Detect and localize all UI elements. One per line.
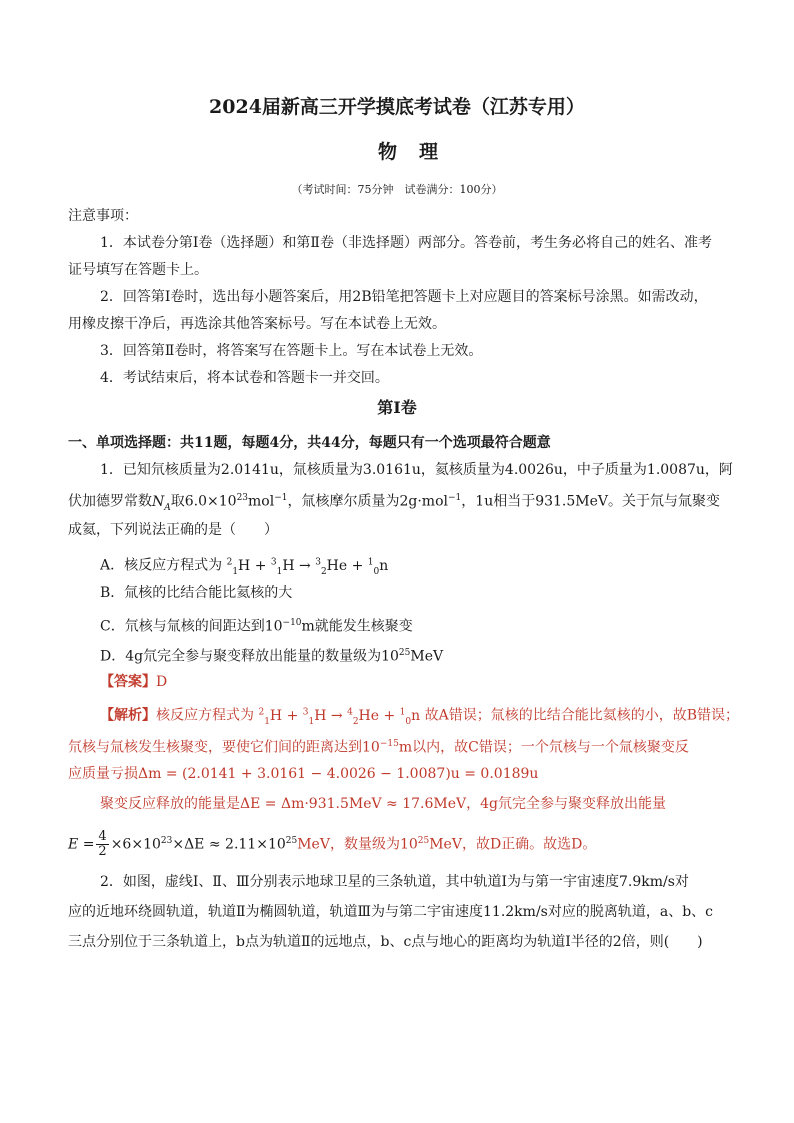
page-title: 2024届新高三开学摸底考试卷（江苏专用）: [209, 96, 585, 118]
q1-analysis-2: 氘核与氚核发生核聚变，要使它们间的距离达到$10^{-15}m$以内，故C错误；一个氘核与一个氚核聚变反: [68, 739, 689, 756]
q1-analysis-4: 聚变反应释放的能量是ΔE = Δm·931.5MeV ≈ 17.6MeV，4g氘完全参与聚变释放出能量: [100, 796, 667, 812]
subject-title: 物理: [377, 141, 460, 163]
q2-line2: 应的近地环绕圆轨道，轨道Ⅱ为椭圆轨道，轨道Ⅲ为与第二宇宙速度11.2km/s对应的脱离轨道，a、b、c: [68, 904, 713, 920]
section-title: 第Ⅰ卷: [377, 398, 417, 417]
q1-option-b: B．氚核的比结合能比氦核的大: [100, 585, 293, 601]
q1-analysis-5: E = $\frac{4}{2}$ $\times 6\times 10^{23}\times\Delta E \approx 2.11\times 10^{25}MeV$，数量级为$10^{25}MeV$，故D正确。故选D。: [68, 829, 597, 860]
part1-header: 一、单项选择题：共11题，每题4分，共44分，每题只有一个选项最符合题意: [68, 435, 551, 451]
notice-item-2b: 用橡皮擦干净后，再选涂其他答案标号。写在本试卷上无效。: [68, 316, 446, 332]
q2-line3: 三点分别位于三条轨道上，b点为轨道Ⅱ的远地点，b、c点与地心的距离均为轨道Ⅰ半径的2倍，则( ): [68, 934, 703, 950]
q1-line1: 1．已知氘核质量为2.0141u，氚核质量为3.0161u，氦核质量为4.0026u，中子质量为1.0087u，阿: [100, 462, 733, 478]
exam-meta: （考试时间：75分钟 试卷满分：100分）: [291, 183, 503, 196]
notice-item-4: 4．考试结束后，将本试卷和答题卡一并交回。: [100, 370, 389, 386]
q1-option-a: A．核反应方程式为 $^2_1$H + $^3_1$H → $^3_2$He + $^1_0$n: [100, 557, 389, 577]
q1-line2: 伏加德罗常数$N_A$取$6.0\times 10^{23}mol^{-1}$，氚核摩尔质量为2g·mol$^{-1}$，1u相当于931.5MeV。关于氘与氚聚变: [68, 493, 721, 513]
q1-analysis-1: 【解析】核反应方程式为 $^2_1$H + $^3_1$H → $^4_2$He + $^1_0$n 故A错误；氚核的比结合能比氦核的小，故B错误；: [100, 707, 740, 727]
q1-line3: 成氦，下列说法正确的是（ ）: [68, 522, 278, 538]
q1-option-c: C．氘核与氚核的间距达到$10^{-10}m$就能发生核聚变: [100, 618, 413, 635]
q2-line1: 2．如图，虚线Ⅰ、Ⅱ、Ⅲ分别表示地球卫星的三条轨道，其中轨道Ⅰ为与第一宇宙速度7.9km/s对: [100, 874, 689, 890]
notice-item-2a: 2．回答第Ⅰ卷时，选出每小题答案后，用2B铅笔把答题卡上对应题目的答案标号涂黑。如需改动，: [100, 289, 708, 305]
notice-item-3: 3．回答第Ⅱ卷时，将答案写在答题卡上。写在本试卷上无效。: [100, 343, 483, 359]
notice-item-1a: 1．本试卷分第Ⅰ卷（选择题）和第Ⅱ卷（非选择题）两部分。答卷前，考生务必将自己的姓名、准考: [100, 235, 712, 251]
q1-analysis-3: 应质量亏损Δm = (2.0141 + 3.0161 − 4.0026 − 1.0087)u = 0.0189u: [68, 766, 539, 782]
q1-option-d: D．4g氘完全参与聚变释放出能量的数量级为$10^{25}MeV$: [100, 648, 444, 665]
q1-answer: 【答案】D: [100, 674, 168, 690]
notice-heading: 注意事项：: [68, 208, 138, 224]
notice-item-1b: 证号填写在答题卡上。: [68, 262, 208, 278]
